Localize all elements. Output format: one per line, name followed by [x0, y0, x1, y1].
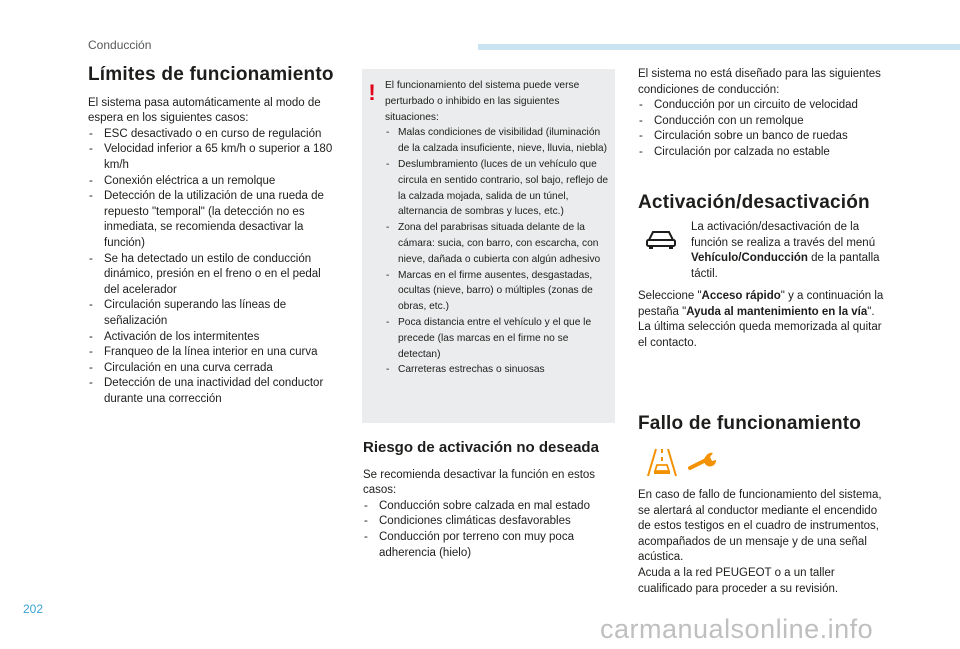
- warning-box: [362, 69, 615, 423]
- list-item: - Malas condiciones de visibilidad (iluminación de la calzada insuficiente, nieve, lluvia, niebla): [385, 125, 611, 157]
- list-item: - Carreteras estrechas o sinuosas: [385, 362, 611, 378]
- list-item: - Conexión eléctrica a un remolque: [88, 174, 338, 190]
- list-item: - Circulación en una curva cerrada: [88, 361, 338, 377]
- list-item: - Circulación sobre un banco de ruedas: [638, 129, 888, 145]
- risk-title: Riesgo de activación no deseada: [363, 439, 599, 456]
- activation-text: [691, 220, 891, 282]
- list-item: - Velocidad inferior a 65 km/h o superior a 180 km/h: [88, 142, 338, 173]
- site-watermark: carmanualsonline.info: [600, 614, 874, 644]
- list-item: - Poca distancia entre el vehículo y el que le precede (las marcas en el firme no se detectan): [385, 315, 611, 362]
- list-item: - Condiciones climáticas desfavorables: [363, 514, 613, 530]
- wrench-icon: [686, 450, 720, 474]
- list-item: - Deslumbramiento (luces de un vehículo que circula en sentido contrario, sol bajo, reflejo de la calzada mojada, salida de un túnel, alternancia de sombras y luces, etc.): [385, 157, 611, 220]
- failure-description: En caso de fallo de funcionamiento del sistema, se alertará al conductor mediante el encendido de estos testigos en el cuadro de instrumentos, acompañados de un mensaje y de una señal acústica.: [638, 489, 882, 564]
- limits-section: [88, 64, 338, 407]
- warning-mark-icon: !: [368, 80, 376, 105]
- menu-driving: Conducción: [741, 252, 808, 265]
- select-prefix: Seleccione ": [638, 290, 702, 302]
- activation-title: Activación/desactivación: [638, 192, 870, 213]
- header-accent-bar: [478, 44, 960, 50]
- list-item: - Detección de la utilización de una rueda de repuesto "temporal" (la detección no es inmediata, se recomienda desactivar la función): [88, 189, 338, 251]
- menu-vehicle: Vehículo: [691, 252, 739, 265]
- risk-intro: Se recomienda desactivar la función en estos casos:: [363, 468, 596, 497]
- memory-note: La última selección queda memorizada al quitar el contacto.: [638, 321, 882, 349]
- page-number: 202: [23, 602, 44, 616]
- list-item: - Conducción por un circuito de velocidad: [638, 98, 888, 114]
- section-header: Conducción: [88, 38, 152, 52]
- warning-list: [385, 125, 611, 378]
- list-item: - Conducción con un remolque: [638, 114, 888, 130]
- failure-advice: Acuda a la red PEUGEOT o a un taller cualificado para proceder a su revisión.: [638, 566, 839, 595]
- failure-title: Fallo de funcionamiento: [638, 413, 862, 434]
- list-item: - Franqueo de la línea interior en una curva: [88, 345, 338, 361]
- not-designed-intro: El sistema no está diseñado para las siguientes condiciones de conducción:: [638, 68, 881, 96]
- list-item: - Circulación superando las líneas de señalización: [88, 298, 338, 329]
- tab-lane-assist: Ayuda al mantenimiento en la vía: [686, 305, 868, 318]
- activation-text-end: de la pantalla táctil.: [691, 252, 880, 280]
- activation-select-text: [638, 289, 888, 351]
- list-item: - Detección de una inactividad del conductor durante una corrección: [88, 376, 338, 407]
- list-item: - Circulación por calzada no estable: [638, 145, 888, 161]
- select-mid: " y a continuación la pestaña ": [638, 290, 884, 318]
- select-suffix: ".: [867, 305, 875, 318]
- list-item: - Se ha detectado un estilo de conducción dinámico, presión en el freno o en el pedal del acelerador: [88, 252, 338, 299]
- risk-section: [363, 440, 613, 561]
- limits-title: Límites de funcionamiento: [88, 64, 334, 85]
- list-item: - Conducción sobre calzada en mal estado: [363, 499, 613, 515]
- list-item: - Conducción por terreno con muy poca adherencia (hielo): [363, 530, 613, 561]
- limits-intro: El sistema pasa automáticamente al modo de espera en los siguientes casos:: [88, 96, 321, 125]
- warning-intro: El funcionamiento del sistema puede verse perturbado o inhibido en las siguientes situaciones:: [385, 80, 580, 123]
- warning-content: [385, 78, 611, 378]
- list-item: - Activación de los intermitentes: [88, 330, 338, 346]
- not-designed-section: [638, 67, 888, 161]
- list-item: - Marcas en el firme ausentes, desgastadas, ocultas (nieve, barro) o múltiples (zonas de obras, etc.): [385, 268, 611, 315]
- risk-list: [363, 499, 613, 561]
- activation-text-start: La activación/desactivación de la función se realiza a través del menú: [691, 221, 876, 249]
- failure-text: [638, 488, 888, 597]
- car-icon: [645, 228, 677, 250]
- list-item: - Zona del parabrisas situada delante de la cámara: sucia, con barro, con escarcha, con nieve, dañada o cubierta con algún adhesivo: [385, 220, 611, 267]
- tab-quick-access: Acceso rápido: [701, 290, 781, 302]
- not-designed-list: [638, 98, 888, 160]
- menu-separator: /: [738, 252, 742, 265]
- lane-warning-icon: [645, 447, 679, 477]
- limits-list: [88, 127, 338, 408]
- list-item: - ESC desactivado o en curso de regulación: [88, 127, 338, 143]
